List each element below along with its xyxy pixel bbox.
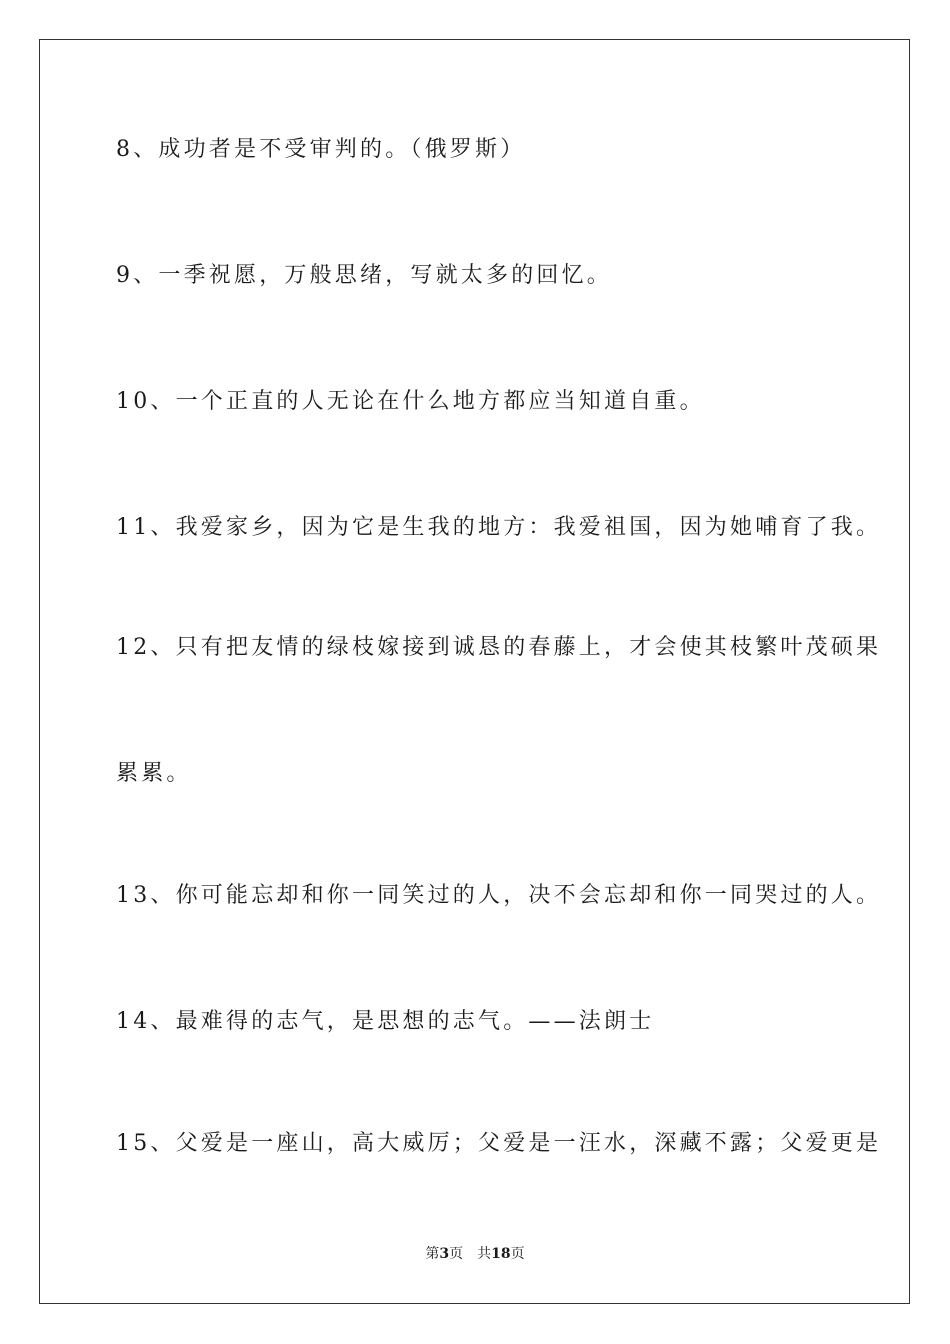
- page-number: 3: [439, 1246, 450, 1262]
- page-suffix: 页: [449, 1246, 464, 1262]
- text-line-13: 13、你可能忘却和你一同笑过的人，决不会忘却和你一同哭过的人。: [116, 883, 882, 908]
- text-line-9: 9、一季祝愿，万般思绪，写就太多的回忆。: [116, 263, 612, 288]
- page-footer: [0, 1245, 950, 1263]
- page-prefix: 第: [425, 1246, 440, 1262]
- text-line-12: 12、只有把友情的绿枝嫁接到诚恳的春藤上，才会使其枝繁叶茂硕果: [116, 635, 882, 660]
- page-frame: [39, 39, 910, 1304]
- total-suffix: 页: [510, 1246, 525, 1262]
- text-line-12-continued: 累累。: [116, 761, 192, 786]
- total-prefix: 共: [477, 1246, 492, 1262]
- total-pages: 18: [491, 1246, 511, 1262]
- text-line-11: 11、我爱家乡，因为它是生我的地方：我爱祖国，因为她哺育了我。: [116, 515, 882, 540]
- text-line-8: 8、成功者是不受审判的。（俄罗斯）: [116, 137, 526, 162]
- text-line-14: 14、最难得的志气，是思想的志气。——法朗士: [116, 1009, 655, 1034]
- text-line-15: 15、父爱是一座山，高大威厉；父爱是一汪水，深藏不露；父爱更是: [116, 1131, 882, 1156]
- text-line-10: 10、一个正直的人无论在什么地方都应当知道自重。: [116, 389, 705, 414]
